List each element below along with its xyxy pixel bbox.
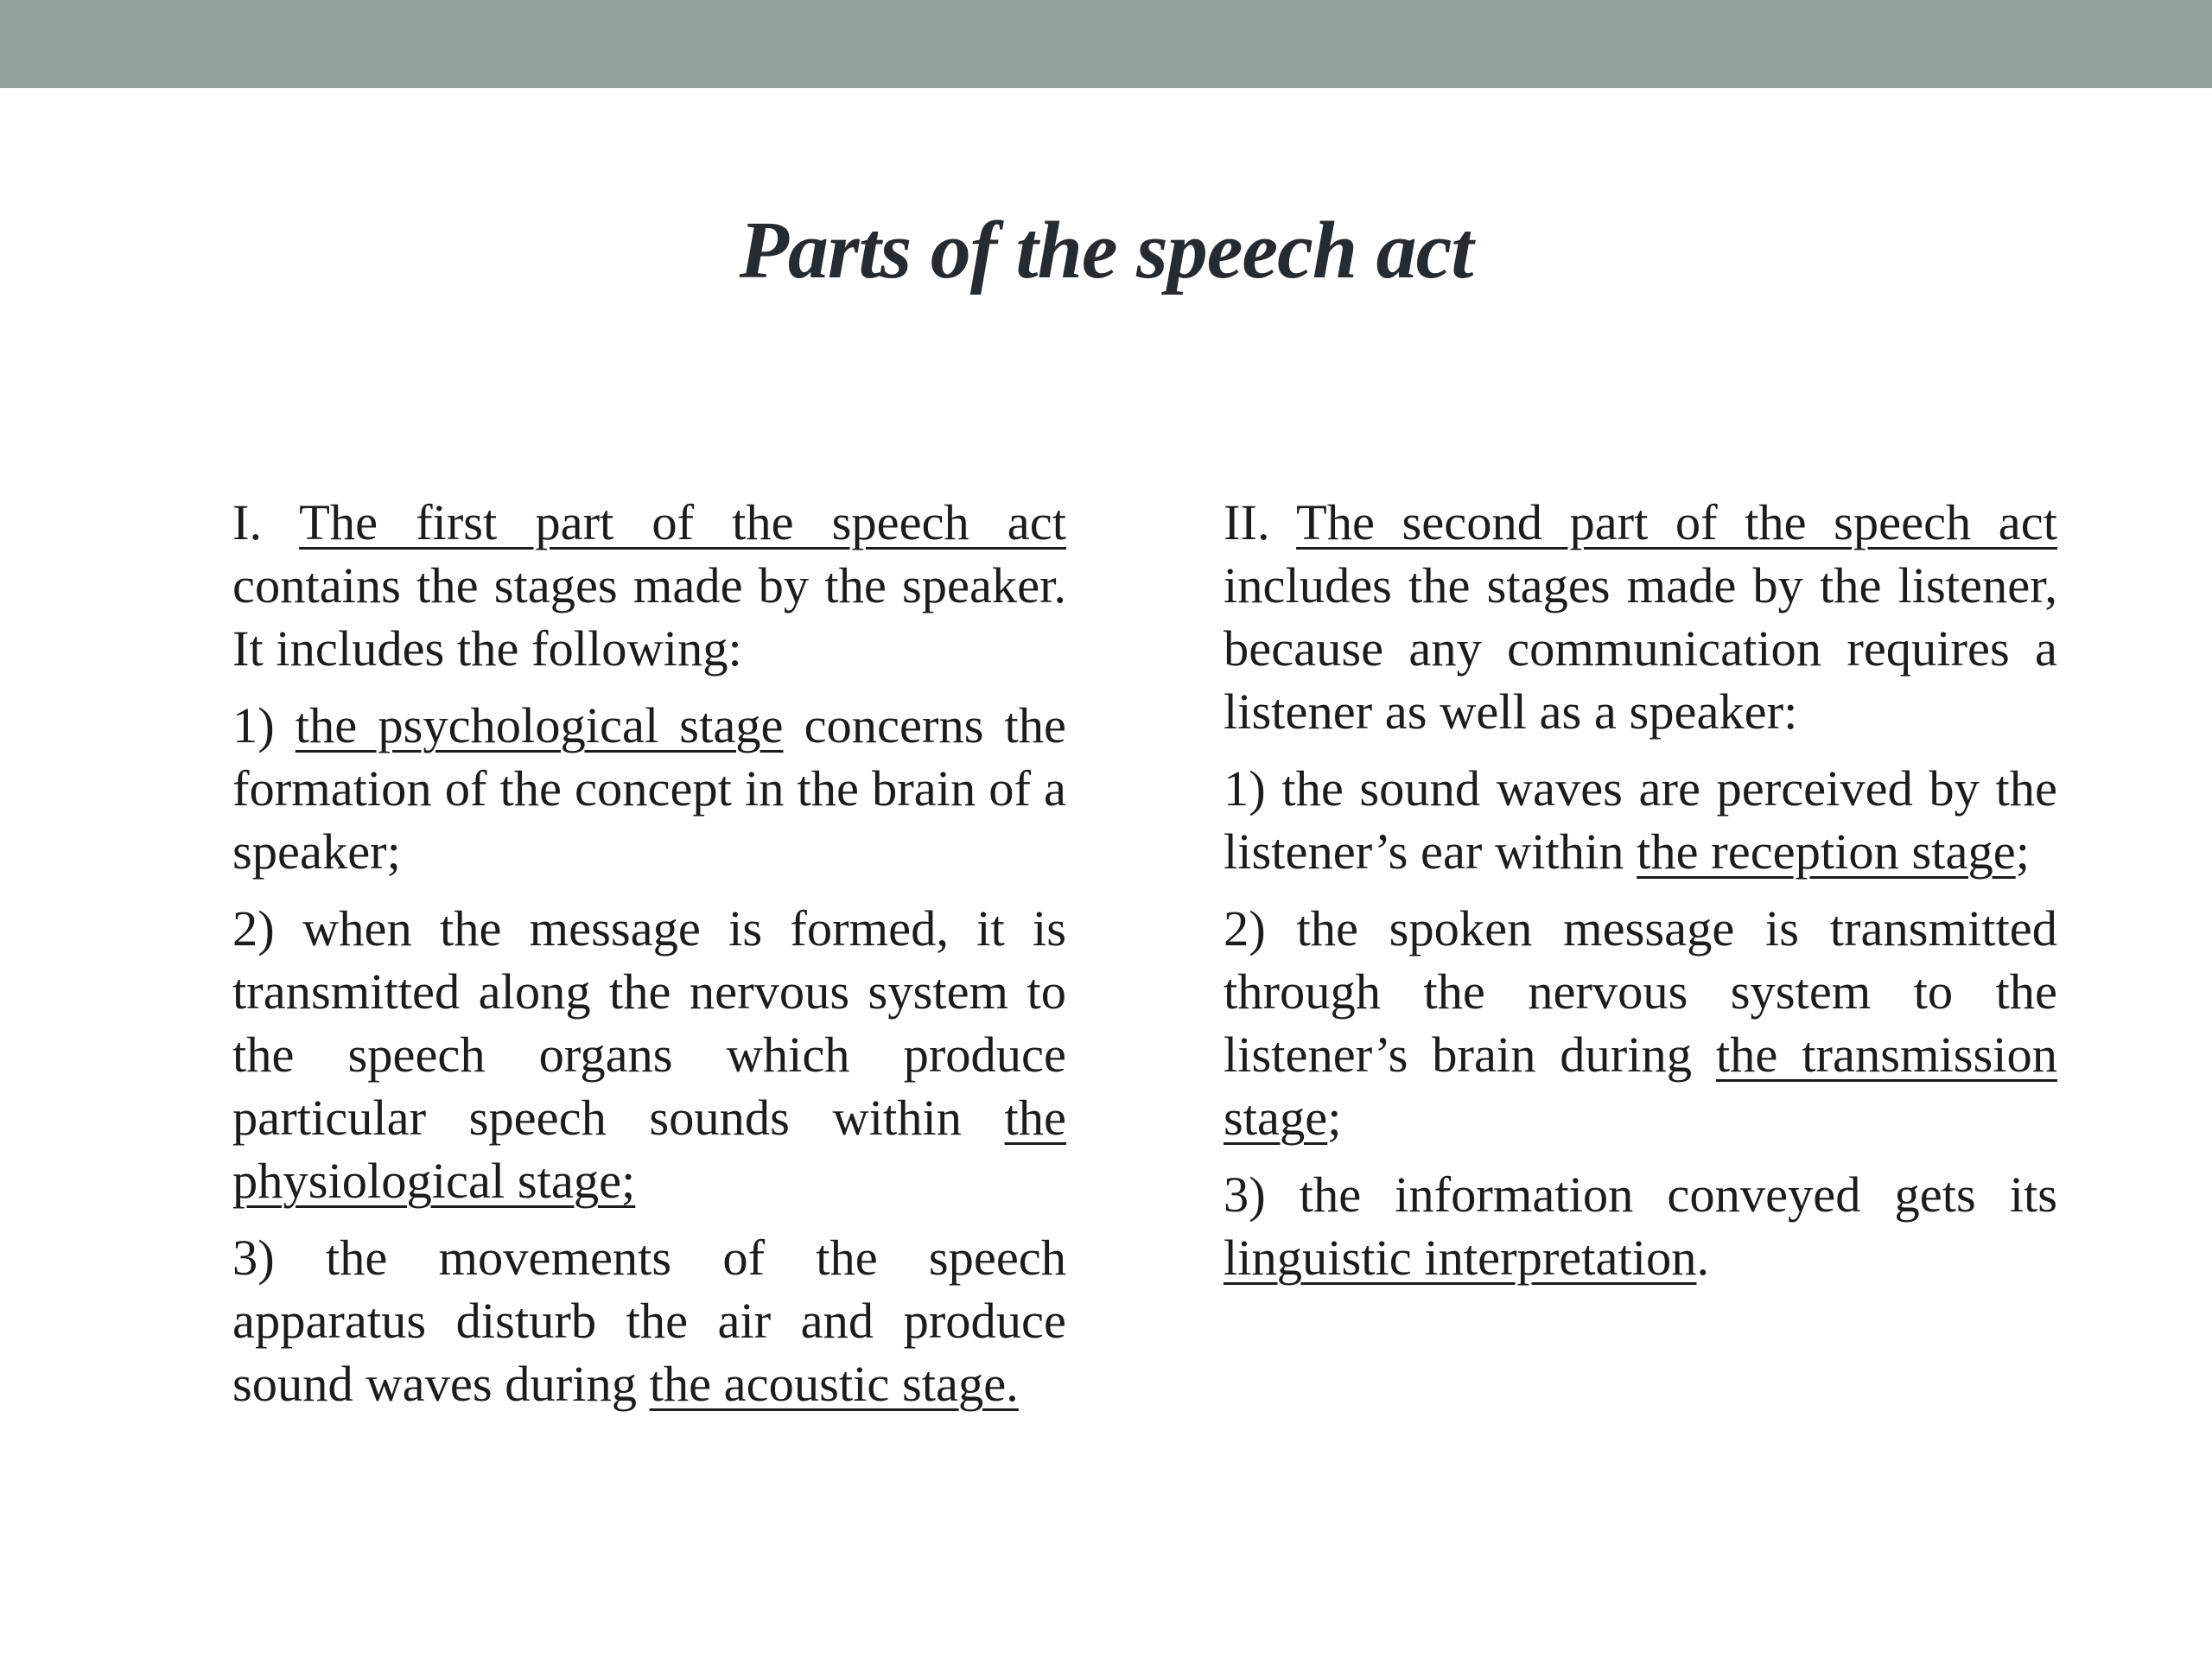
left-intro-text: contains the stages made by the speaker. It includes the following: [232, 557, 1066, 677]
right-item-1-text: 1) the sound waves are perceived by the listener’s ear within [1224, 760, 2057, 880]
left-intro-heading: The first part of the speech act [299, 494, 1066, 550]
right-item-1-term: the reception stage [1637, 823, 2016, 880]
left-item-2-term: the physiological stage; [232, 1090, 1066, 1209]
right-item-2 [1224, 897, 2057, 1149]
right-item-1 [1224, 757, 2057, 883]
right-intro-number: II. [1224, 494, 1270, 550]
right-item-2-end: ; [1327, 1090, 1342, 1146]
right-column [1224, 491, 2057, 1303]
right-item-3 [1224, 1163, 2057, 1289]
right-item-3-term: linguistic interpretation [1224, 1230, 1697, 1286]
slide-title: Parts of the speech act [739, 206, 1473, 296]
right-intro-paragraph [1224, 491, 2057, 743]
left-column [232, 491, 1066, 1429]
right-item-3-end: . [1696, 1230, 1710, 1286]
right-item-3-text: 3) the information conveyed gets its [1224, 1166, 2057, 1223]
right-item-1-end: ; [2015, 823, 2030, 880]
right-item-2-term: the transmission stage [1224, 1027, 2058, 1146]
right-intro-text: includes the stages made by the listener, because any communication requires a listener as well as a speaker: [1224, 557, 2057, 740]
left-item-1-term: the psychological stage [295, 697, 784, 753]
left-item-1 [232, 694, 1066, 883]
left-intro-number: I. [232, 494, 263, 550]
left-item-3-term: the acoustic stage. [649, 1356, 1019, 1412]
right-intro-heading: The second part of the speech act [1296, 494, 2057, 550]
left-item-1-number: 1) [232, 697, 275, 753]
left-item-3-text: 3) the movements of the speech apparatus disturb the air and produce sound waves during [232, 1230, 1066, 1412]
right-item-2-text: 2) the spoken message is transmitted through the nervous system to the listener’s brain during [1224, 900, 2057, 1083]
header-band [0, 0, 2212, 88]
left-item-2-text: 2) when the message is formed, it is transmitted along the nervous system to the speech organs which produce particular speech sounds within [232, 900, 1066, 1146]
left-intro-paragraph [232, 491, 1066, 680]
left-item-1-text: concerns the formation of the concept in the brain of a speaker; [232, 697, 1066, 880]
left-item-2 [232, 897, 1066, 1212]
left-item-3 [232, 1226, 1066, 1415]
